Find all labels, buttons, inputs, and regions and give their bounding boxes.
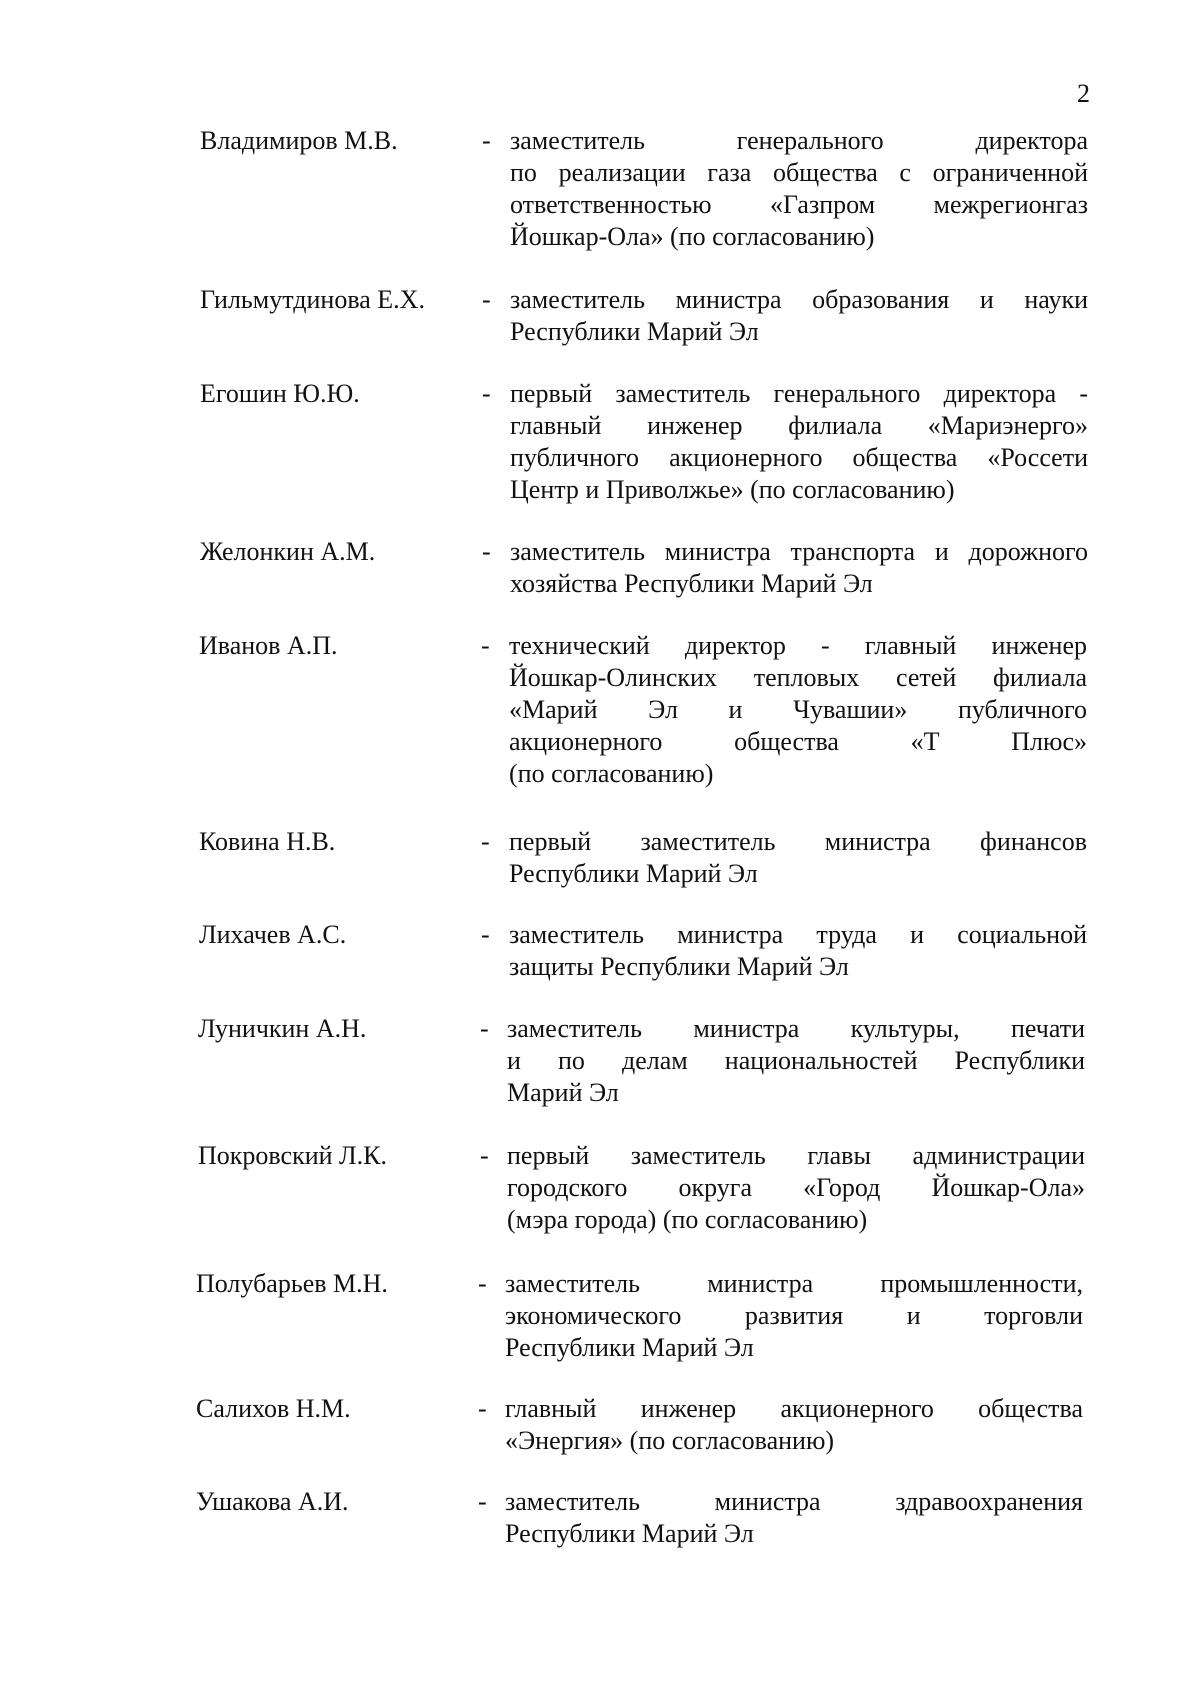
member-dash: - <box>478 1394 487 1423</box>
member-position-line: хозяйства Республики Марий Эл <box>510 569 873 598</box>
member-position-line: Республики Марий Эл <box>510 317 759 346</box>
member-position-line: заместитель министра транспорта и дорожного <box>510 537 1088 566</box>
member-name: Ковина Н.В. <box>199 827 336 856</box>
member-position-line: Центр и Приволжье» (по согласованию) <box>510 475 955 504</box>
member-name: Луничкин А.Н. <box>198 1014 367 1043</box>
member-position-line: «Энергия» (по согласованию) <box>505 1426 835 1455</box>
member-position-line: ответственностью «Газпром межрегионгаз <box>510 190 1088 219</box>
member-name: Гильмутдинова Е.Х. <box>200 285 425 314</box>
member-position-line: первый заместитель министра финансов <box>509 827 1087 856</box>
member-dash: - <box>482 126 491 155</box>
member-name: Желонкин А.М. <box>200 537 376 566</box>
member-dash: - <box>481 920 490 949</box>
member-dash: - <box>482 537 491 566</box>
member-name: Салихов Н.М. <box>196 1394 351 1423</box>
member-position-line: заместитель министра образования и науки <box>510 285 1088 314</box>
member-position-line: заместитель министра труда и социальной <box>509 920 1087 949</box>
member-position <box>509 826 1087 890</box>
member-position <box>505 1486 1083 1550</box>
member-position-line: городского округа «Город Йошкар-Ола» <box>507 1173 1085 1202</box>
member-position <box>510 536 1088 600</box>
member-dash: - <box>482 285 491 314</box>
member-dash: - <box>481 827 490 856</box>
member-position <box>507 1013 1085 1109</box>
page-number: 2 <box>1077 79 1090 108</box>
member-position-line: «Марий Эл и Чувашии» публичного <box>509 695 1087 724</box>
member-name: Лихачев А.С. <box>199 920 347 949</box>
member-dash: - <box>478 1487 487 1516</box>
member-position-line: и по делам национальностей Республики <box>507 1046 1085 1075</box>
member-position-line: (по согласованию) <box>509 759 714 788</box>
member-name: Владимиров М.В. <box>200 126 398 155</box>
member-name: Егошин Ю.Ю. <box>200 379 360 408</box>
member-position-line: Марий Эл <box>507 1078 619 1107</box>
member-dash: - <box>478 1269 487 1298</box>
member-position <box>507 1140 1085 1236</box>
member-position <box>505 1393 1083 1457</box>
member-dash: - <box>480 1014 489 1043</box>
member-position-line: заместитель генерального директора <box>510 126 1088 155</box>
member-dash: - <box>481 631 490 660</box>
member-position-line: главный инженер акционерного общества <box>505 1394 1083 1423</box>
member-position <box>509 919 1087 983</box>
member-position-line: Республики Марий Эл <box>505 1333 754 1362</box>
member-name: Ушакова А.И. <box>196 1487 349 1516</box>
member-position <box>510 378 1088 506</box>
member-position-line: (мэра города) (по согласованию) <box>507 1205 868 1234</box>
member-position-line: заместитель министра здравоохранения <box>505 1487 1083 1516</box>
member-name: Иванов А.П. <box>199 631 338 660</box>
member-position-line: первый заместитель главы администрации <box>507 1141 1085 1170</box>
member-position-line: первый заместитель генерального директора - <box>510 379 1088 408</box>
member-name: Покровский Л.К. <box>198 1141 388 1170</box>
member-position-line: заместитель министра культуры, печати <box>507 1014 1085 1043</box>
member-position-line: Республики Марий Эл <box>509 859 758 888</box>
member-position <box>510 284 1088 348</box>
member-position-line: защиты Республики Марий Эл <box>509 952 849 981</box>
member-dash: - <box>480 1141 489 1170</box>
member-position <box>510 125 1088 253</box>
member-position <box>509 630 1087 790</box>
member-position-line: Йошкар-Олинских тепловых сетей филиала <box>509 663 1087 692</box>
member-position-line: Республики Марий Эл <box>505 1519 754 1548</box>
member-position-line: Йошкар-Ола» (по согласованию) <box>510 222 875 251</box>
member-position-line: заместитель министра промышленности, <box>505 1269 1083 1298</box>
member-position-line: технический директор - главный инженер <box>509 631 1087 660</box>
member-position-line: экономического развития и торговли <box>505 1301 1083 1330</box>
member-position-line: акционерного общества «Т Плюс» <box>509 727 1087 756</box>
member-position-line: публичного акционерного общества «Россети <box>510 443 1088 472</box>
member-position-line: главный инженер филиала «Мариэнерго» <box>510 411 1088 440</box>
member-position <box>505 1268 1083 1364</box>
member-dash: - <box>482 379 491 408</box>
member-name: Полубарьев М.Н. <box>196 1269 388 1298</box>
member-position-line: по реализации газа общества с ограниченной <box>510 158 1088 187</box>
